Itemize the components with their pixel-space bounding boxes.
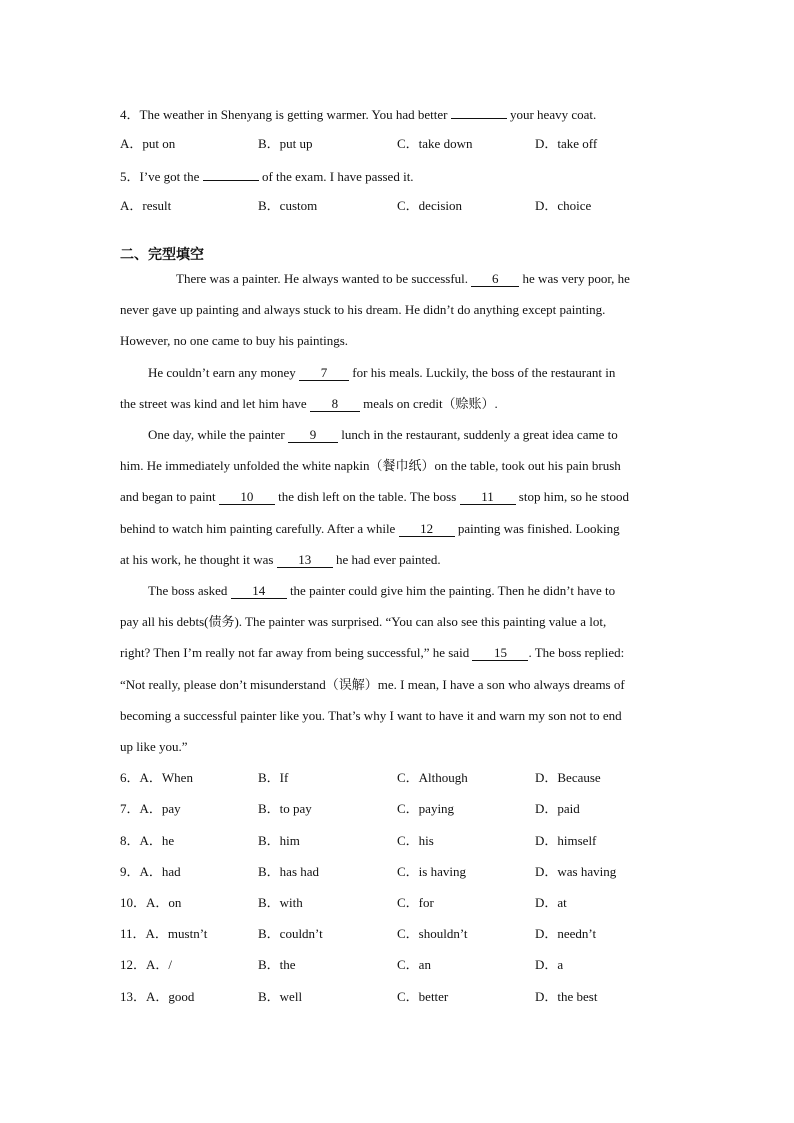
blank-8: 8 xyxy=(310,397,360,412)
choice-10-option-d: D．at xyxy=(535,895,567,910)
q5-stem-after: of the exam. I have passed it. xyxy=(258,169,414,184)
choice-number: 13． xyxy=(120,989,147,1004)
option-text: A．mustn’t xyxy=(145,926,208,941)
choice-6-option-b: B．If xyxy=(258,770,289,785)
passage-line-3: However, no one came to buy his paintings. xyxy=(120,333,349,348)
passage-line-14: “Not really, please don’t misunderstand（误解）me. I mean, I have a son who always dreams of xyxy=(120,677,625,692)
passage-text: He couldn’t earn any money xyxy=(148,365,300,380)
choice-11-option-a xyxy=(120,926,207,942)
passage-line-13 xyxy=(120,645,624,661)
choice-12-option-b: B．the xyxy=(258,957,296,972)
passage-text: behind to watch him painting carefully. After a while xyxy=(120,521,399,536)
q5-option-c: C．decision xyxy=(397,198,462,213)
choice-13-option-a xyxy=(120,989,194,1005)
choice-9-option-a xyxy=(120,864,181,880)
passage-text: painting was finished. Looking xyxy=(454,521,620,536)
blank-14: 14 xyxy=(231,584,287,599)
passage-text: There was a painter. He always wanted to be successful. xyxy=(176,271,472,286)
section-heading: 二、完型填空 xyxy=(120,247,204,263)
q4-option-c: C．take down xyxy=(397,136,473,151)
passage-text: at his work, he thought it was xyxy=(120,552,277,567)
choice-12-option-d: D．a xyxy=(535,957,564,972)
passage-line-4 xyxy=(148,365,615,381)
choice-9-option-b: B．has had xyxy=(258,864,320,879)
choice-7-option-d: D．paid xyxy=(535,801,580,816)
choice-6-option-d: D．Because xyxy=(535,770,601,785)
passage-line-16: up like you.” xyxy=(120,739,188,754)
blank-15: 15 xyxy=(472,646,528,661)
choice-9-option-d: D．was having xyxy=(535,864,617,879)
passage-text: the street was kind and let him have xyxy=(120,396,310,411)
passage-line-11 xyxy=(148,583,615,599)
option-text: A．When xyxy=(139,770,193,785)
blank-11: 11 xyxy=(460,490,516,505)
passage-text: The boss asked xyxy=(148,583,231,598)
blank-9: 9 xyxy=(288,428,338,443)
question-5-stem xyxy=(120,167,680,185)
question-4-stem xyxy=(120,105,680,123)
passage-text: the painter could give him the painting. Then he didn’t have to xyxy=(286,583,616,598)
choice-number: 12． xyxy=(120,957,147,972)
choice-6-option-c: C．Although xyxy=(397,770,468,785)
choice-12-option-c: C．an xyxy=(397,957,431,972)
passage-line-10 xyxy=(120,552,441,568)
q5-blank xyxy=(203,167,259,181)
choice-9-option-c: C．is having xyxy=(397,864,466,879)
choice-13-option-d: D．the best xyxy=(535,989,598,1004)
option-text: A．good xyxy=(146,989,195,1004)
passage-line-2: never gave up painting and always stuck to his dream. He didn’t do anything except painting. xyxy=(120,302,606,317)
choice-number: 11． xyxy=(120,926,146,941)
passage-text: the dish left on the table. The boss xyxy=(274,489,460,504)
choice-number: 6． xyxy=(120,770,140,785)
q5-option-d: D．choice xyxy=(535,198,592,213)
q5-stem-before: 5．I’ve got the xyxy=(120,169,203,184)
passage-text: stop him, so he stood xyxy=(515,489,629,504)
choice-10-option-a xyxy=(120,895,181,911)
q4-option-a: A．put on xyxy=(120,136,176,151)
passage-text: . The boss replied: xyxy=(528,645,625,660)
choice-8-option-d: D．himself xyxy=(535,833,597,848)
choice-6-option-a xyxy=(120,770,193,786)
passage-text: he was very poor, he xyxy=(519,271,630,286)
passage-line-15: becoming a successful painter like you. That’s why I want to have it and warn my son not to end xyxy=(120,708,622,723)
passage-text: lunch in the restaurant, suddenly a great idea came to xyxy=(337,427,618,442)
passage-line-6 xyxy=(148,427,618,443)
q5-option-b: B．custom xyxy=(258,198,318,213)
option-text: A．on xyxy=(146,895,182,910)
passage-text: and began to paint xyxy=(120,489,219,504)
option-text: A．/ xyxy=(146,957,173,972)
q4-stem-before: 4．The weather in Shenyang is getting warmer. You had better xyxy=(120,107,451,122)
choice-8-option-a xyxy=(120,833,174,849)
passage-text: for his meals. Luckily, the boss of the restaurant in xyxy=(349,365,616,380)
choice-13-option-b: B．well xyxy=(258,989,303,1004)
option-text: A．he xyxy=(139,833,175,848)
choice-11-option-c: C．shouldn’t xyxy=(397,926,468,941)
passage-line-5 xyxy=(120,396,498,412)
blank-6: 6 xyxy=(471,272,519,287)
choice-7-option-c: C．paying xyxy=(397,801,455,816)
passage-text: he had ever painted. xyxy=(332,552,441,567)
choice-12-option-a xyxy=(120,957,172,973)
choice-8-option-b: B．him xyxy=(258,833,300,848)
option-text: A．had xyxy=(139,864,181,879)
choice-10-option-c: C．for xyxy=(397,895,434,910)
choice-10-option-b: B．with xyxy=(258,895,303,910)
passage-line-7: him. He immediately unfolded the white napkin（餐巾纸）on the table, took out his pain brush xyxy=(120,458,621,473)
q5-option-a: A．result xyxy=(120,198,172,213)
passage-text: right? Then I’m really not far away from being successful,” he said xyxy=(120,645,473,660)
blank-7: 7 xyxy=(299,366,349,381)
q4-option-b: B．put up xyxy=(258,136,313,151)
choice-11-option-b: B．couldn’t xyxy=(258,926,323,941)
q4-blank xyxy=(451,105,507,119)
passage-line-8 xyxy=(120,489,629,505)
passage-line-9 xyxy=(120,521,620,537)
option-text: A．pay xyxy=(139,801,181,816)
blank-10: 10 xyxy=(219,490,275,505)
choice-number: 10． xyxy=(120,895,147,910)
q4-stem-after: your heavy coat. xyxy=(506,107,597,122)
choice-8-option-c: C．his xyxy=(397,833,434,848)
passage-line-12: pay all his debts(债务). The painter was surprised. “You can also see this painting value a lot, xyxy=(120,614,607,629)
choice-11-option-d: D．needn’t xyxy=(535,926,597,941)
choice-number: 7． xyxy=(120,801,140,816)
choice-7-option-b: B．to pay xyxy=(258,801,312,816)
passage-line-1 xyxy=(176,271,630,287)
choice-number: 9． xyxy=(120,864,140,879)
q4-option-d: D．take off xyxy=(535,136,598,151)
passage-text: One day, while the painter xyxy=(148,427,288,442)
passage-text: meals on credit（赊账）. xyxy=(359,396,498,411)
blank-13: 13 xyxy=(277,553,333,568)
choice-7-option-a xyxy=(120,801,181,817)
choice-13-option-c: C．better xyxy=(397,989,449,1004)
choice-number: 8． xyxy=(120,833,140,848)
blank-12: 12 xyxy=(399,522,455,537)
